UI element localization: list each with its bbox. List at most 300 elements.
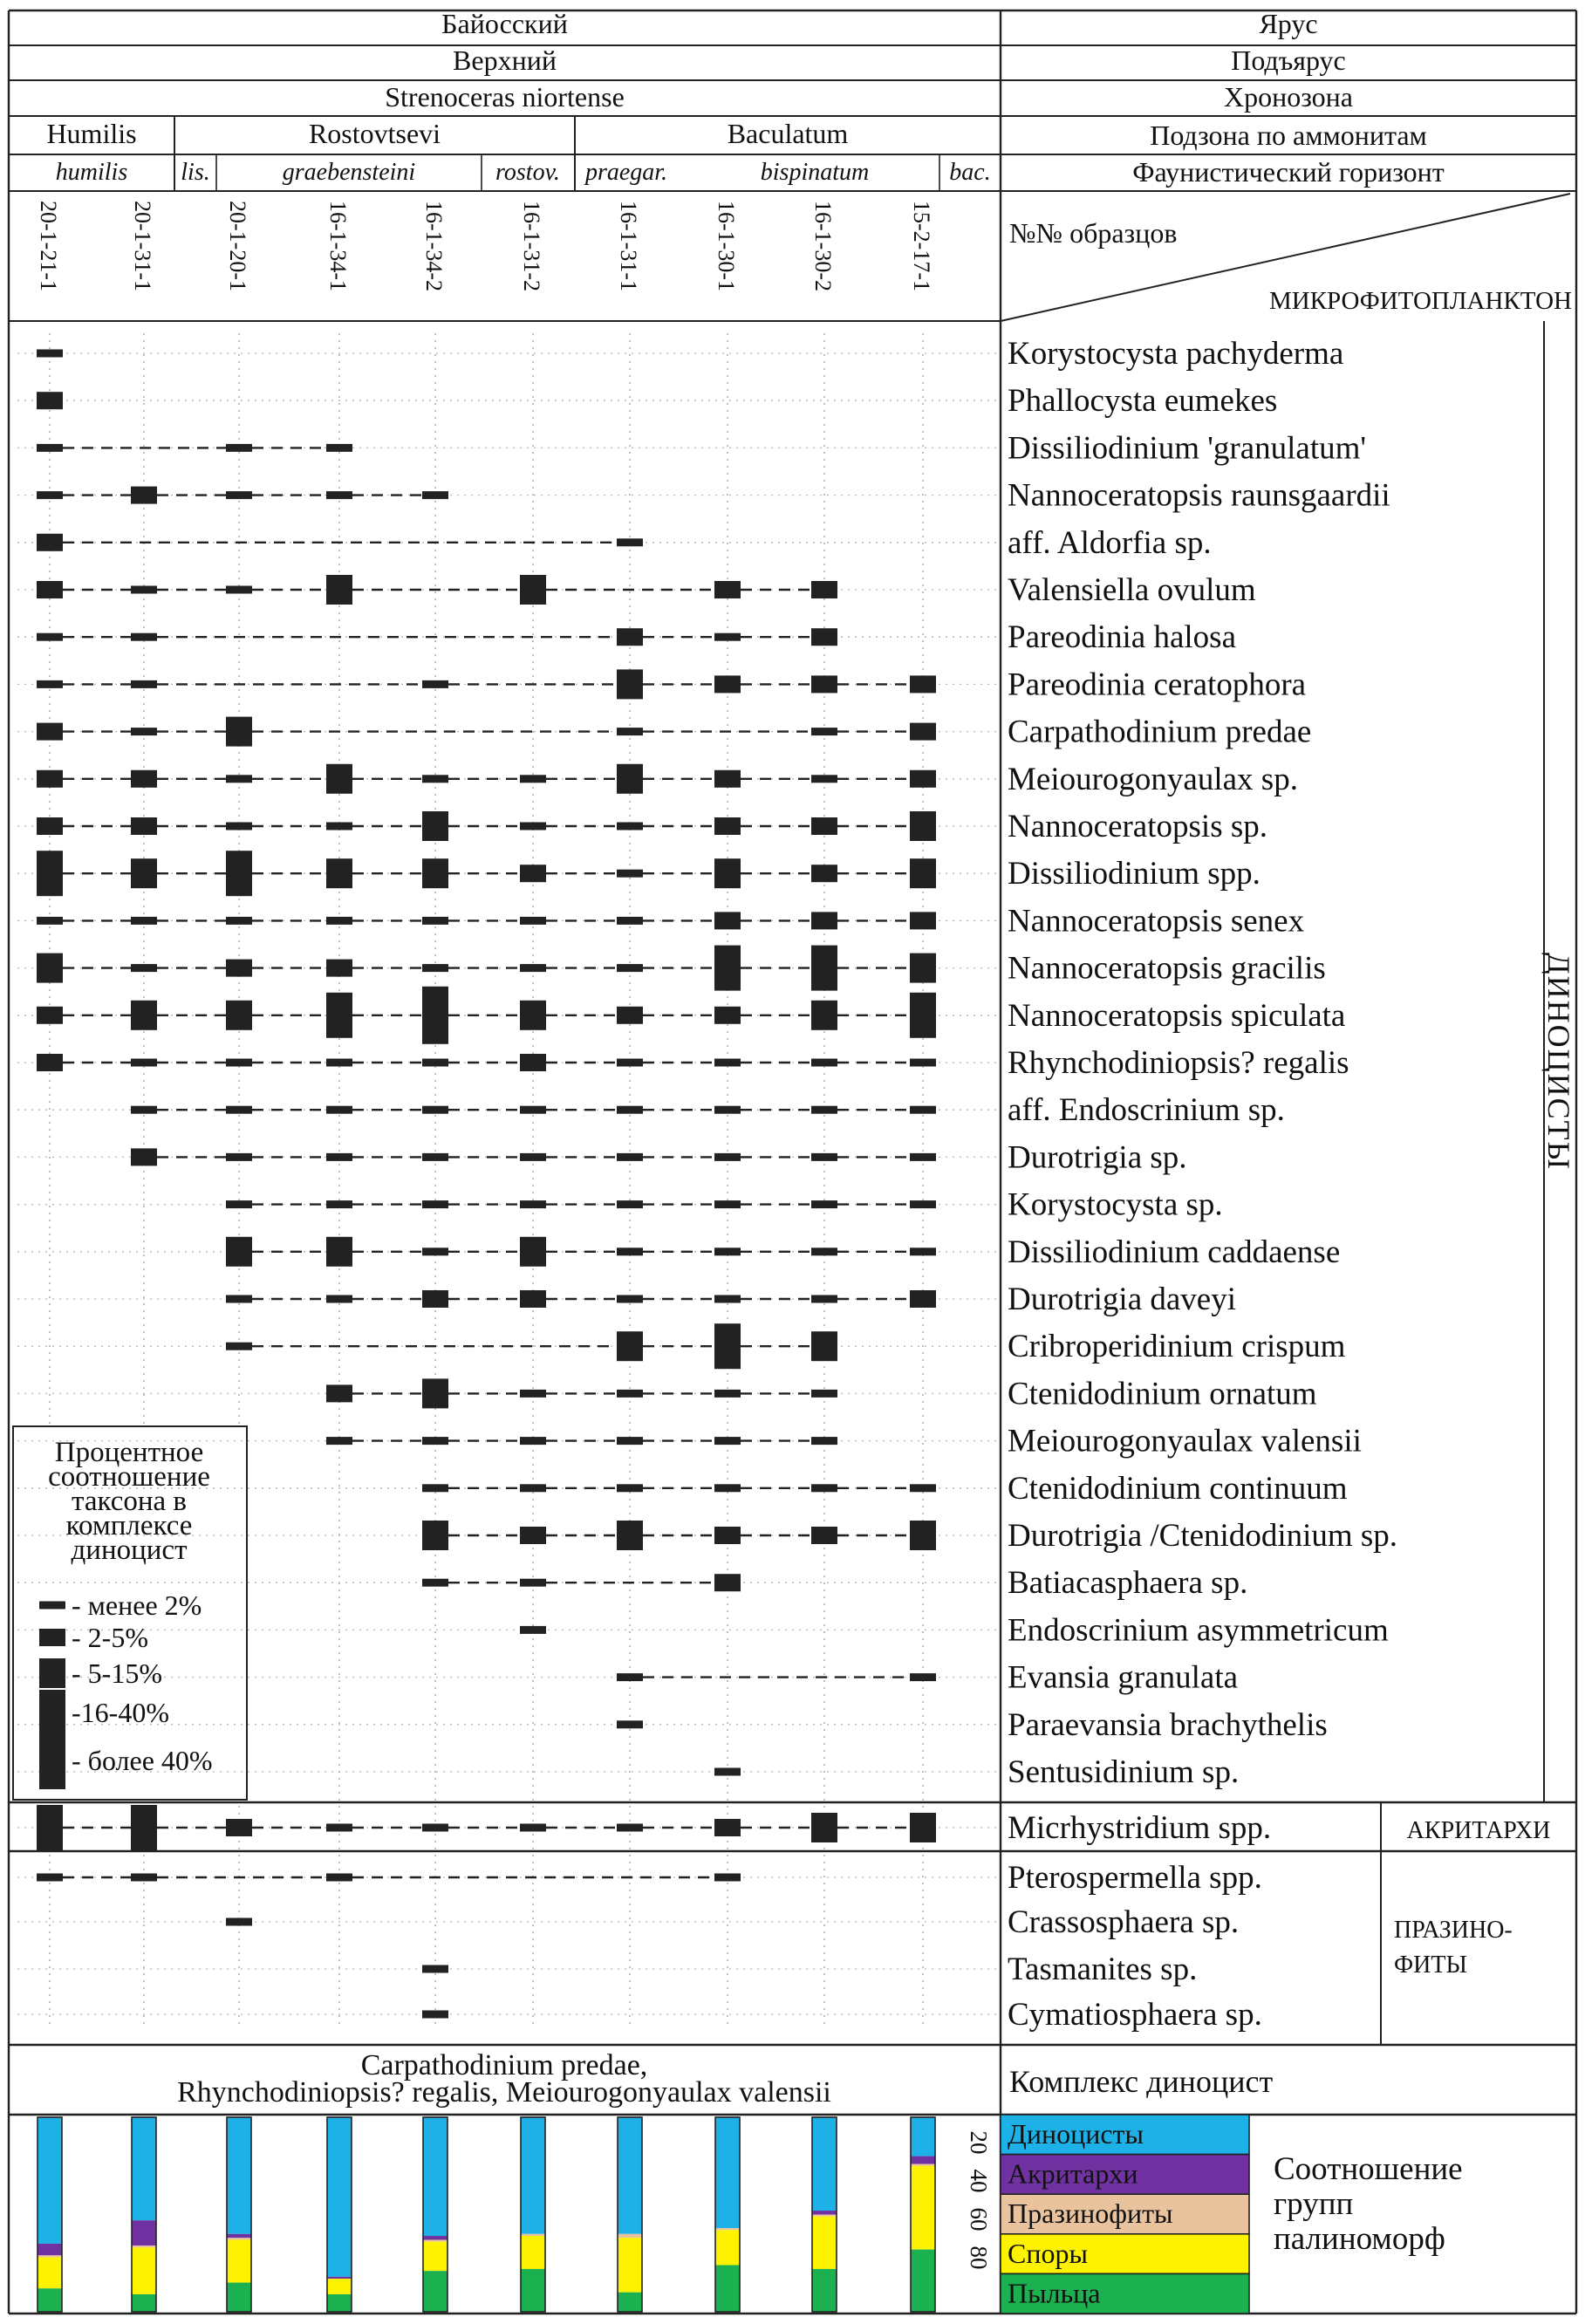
abundance-mark	[422, 917, 448, 925]
abundance-mark	[326, 823, 352, 830]
group-label-prasinophytes: ФИТЫ	[1394, 1951, 1467, 1979]
abundance-mark	[226, 717, 252, 747]
stage-label: Ярус	[1259, 8, 1318, 39]
abundance-mark	[131, 770, 157, 788]
ratio-segment	[132, 2245, 156, 2247]
abundance-mark	[811, 817, 837, 835]
abundance-mark	[131, 964, 157, 972]
abundance-mark	[226, 1059, 252, 1067]
abundance-mark	[617, 1200, 643, 1208]
abundance-mark	[131, 1001, 157, 1030]
taxon-name: Batiacasphaera sp.	[1008, 1565, 1248, 1602]
abundance-mark	[910, 1059, 936, 1067]
abundance-mark	[226, 444, 252, 452]
abundance-mark	[714, 1484, 741, 1492]
abundance-mark	[520, 823, 546, 830]
ratio-segment	[327, 2277, 352, 2279]
chronozone-label: Хронозона	[1223, 81, 1354, 113]
taxon-name: aff. Aldorfia sp.	[1008, 524, 1212, 561]
sample-label: 16-1-30-1	[714, 201, 739, 291]
legend-swatch	[39, 1602, 65, 1610]
sample-label: 20-1-21-1	[36, 201, 61, 291]
abundance-mark	[811, 775, 837, 783]
abundance-mark	[520, 775, 546, 783]
ratio-segment	[38, 2244, 62, 2255]
abundance-mark	[326, 491, 352, 499]
abundance-mark	[811, 1295, 837, 1303]
legend-label: - 2-5%	[72, 1622, 148, 1653]
taxon-name: Nannoceratopsis raunsgaardii	[1008, 477, 1390, 514]
abundance-mark	[910, 858, 936, 888]
abundance-mark	[714, 1007, 741, 1024]
abundance-mark	[131, 728, 157, 735]
ratio-segment	[227, 2234, 251, 2238]
abundance-mark	[520, 1437, 546, 1445]
group-label-acritarchs: АКРИТАРХИ	[1406, 1817, 1551, 1844]
abundance-mark	[714, 946, 741, 991]
ratio-segment	[715, 2265, 740, 2312]
abundance-mark	[226, 1295, 252, 1303]
taxon-name: Rhynchodiniopsis? regalis	[1008, 1045, 1349, 1081]
abundance-mark	[617, 823, 643, 830]
ratio-segment	[132, 2294, 156, 2312]
abundance-mark	[811, 728, 837, 735]
chronozone-value: Strenoceras niortense	[385, 81, 625, 113]
abundance-mark	[617, 1673, 643, 1681]
abundance-mark	[910, 675, 936, 693]
abundance-mark	[811, 1059, 837, 1067]
ratio-segment	[715, 2228, 740, 2230]
abundance-mark	[326, 764, 352, 794]
abundance-mark	[37, 1054, 63, 1071]
taxon-name: Nannoceratopsis senex	[1008, 903, 1305, 940]
abundance-mark	[714, 912, 741, 929]
abundance-mark	[811, 581, 837, 598]
abundance-mark	[617, 1153, 643, 1161]
abundance-mark	[520, 865, 546, 882]
complex-text: Rhynchodiniopsis? regalis, Meiourogonyaulax valensii	[177, 2076, 831, 2109]
abundance-mark	[811, 1527, 837, 1544]
ratio-segment	[521, 2236, 545, 2269]
abundance-mark	[37, 350, 63, 358]
abundance-mark	[226, 491, 252, 499]
abundance-mark	[811, 675, 837, 693]
ratio-segment	[38, 2117, 62, 2244]
abundance-mark	[226, 960, 252, 977]
abundance-mark	[422, 811, 448, 841]
abundance-mark	[714, 1247, 741, 1255]
ratio-segment	[521, 2234, 545, 2236]
ratio-segment	[423, 2242, 447, 2271]
abundance-mark	[326, 858, 352, 888]
horizon-2: graebensteini	[282, 159, 416, 186]
taxon-name: Cribroperidinium crispum	[1008, 1329, 1346, 1365]
ratio-segment	[911, 2166, 935, 2250]
abundance-mark	[131, 586, 157, 594]
abundance-mark	[326, 575, 352, 605]
ratio-segment	[911, 2164, 935, 2166]
ratio-segment	[715, 2117, 740, 2228]
abundance-mark	[226, 823, 252, 830]
abundance-mark	[520, 1200, 546, 1208]
taxon-name: Cymatiosphaera sp.	[1008, 1997, 1262, 2033]
samples-label: №№ образцов	[1009, 217, 1178, 249]
abundance-mark	[811, 865, 837, 882]
taxon-name: Pareodinia ceratophora	[1008, 666, 1307, 703]
abundance-mark	[617, 669, 643, 699]
abundance-mark	[326, 993, 352, 1038]
abundance-mark	[326, 1437, 352, 1445]
abundance-mark	[326, 1106, 352, 1114]
abundance-mark	[617, 964, 643, 972]
abundance-mark	[37, 954, 63, 983]
abundance-mark	[226, 1200, 252, 1208]
subzone-baculatum: Baculatum	[727, 118, 849, 149]
abundance-mark	[811, 1153, 837, 1161]
ratio-segment	[227, 2283, 251, 2312]
taxon-name: Ctenidodinium ornatum	[1008, 1376, 1317, 1412]
abundance-mark	[811, 1106, 837, 1114]
abundance-mark	[714, 1874, 741, 1882]
abundance-mark	[714, 1295, 741, 1303]
ratio-segment	[132, 2247, 156, 2294]
ratio-segment	[327, 2117, 352, 2277]
abundance-mark	[422, 1378, 448, 1408]
abundance-mark	[617, 1720, 643, 1728]
scale-tick: 20	[966, 2130, 992, 2155]
complex-text: Carpathodinium predae,	[360, 2049, 648, 2081]
abundance-mark	[422, 964, 448, 972]
ratio-segment	[423, 2117, 447, 2236]
abundance-mark	[910, 1247, 936, 1255]
abundance-mark	[714, 1106, 741, 1114]
horizon-3: rostov.	[495, 159, 560, 186]
horizon-5: bispinatum	[760, 159, 870, 186]
abundance-mark	[714, 1390, 741, 1398]
abundance-mark	[422, 1484, 448, 1492]
legend-title: соотношение	[48, 1461, 210, 1493]
abundance-mark	[617, 1824, 643, 1832]
abundance-mark	[37, 392, 63, 409]
taxon-name: Dissiliodinium caddaense	[1008, 1234, 1341, 1270]
sample-label: 15-2-17-1	[909, 201, 934, 291]
abundance-mark	[131, 858, 157, 888]
abundance-mark	[37, 1874, 63, 1882]
abundance-mark	[910, 770, 936, 788]
abundance-mark	[714, 1323, 741, 1369]
abundance-mark	[131, 487, 157, 504]
group-swatch-label: Празинофиты	[1008, 2198, 1173, 2230]
ratio-segment	[227, 2238, 251, 2239]
ratio-segment	[521, 2117, 545, 2234]
abundance-mark	[811, 1247, 837, 1255]
abundance-mark	[422, 680, 448, 688]
abundance-mark	[422, 1059, 448, 1067]
taxon-name: aff. Endoscrinium sp.	[1008, 1092, 1285, 1129]
abundance-mark	[37, 851, 63, 896]
legend-swatch	[39, 1658, 65, 1688]
ratio-label: палиноморф	[1274, 2221, 1445, 2257]
abundance-mark	[326, 1200, 352, 1208]
abundance-mark	[520, 917, 546, 925]
abundance-mark	[422, 1824, 448, 1832]
abundance-mark	[422, 1965, 448, 1973]
abundance-mark	[910, 1153, 936, 1161]
abundance-mark	[617, 764, 643, 794]
ratio-segment	[327, 2279, 352, 2294]
ratio-segment	[132, 2117, 156, 2220]
legend-label: - 5-15%	[72, 1658, 162, 1689]
taxon-name: Tasmanites sp.	[1008, 1951, 1198, 1987]
abundance-mark	[37, 1007, 63, 1024]
abundance-mark	[520, 1054, 546, 1071]
legend-label: - более 40%	[72, 1745, 213, 1776]
abundance-mark	[714, 1200, 741, 1208]
abundance-mark	[714, 817, 741, 835]
legend-label: - менее 2%	[72, 1589, 202, 1621]
ratio-segment	[812, 2217, 837, 2269]
ratio-segment	[911, 2117, 935, 2157]
abundance-mark	[37, 770, 63, 788]
abundance-mark	[131, 917, 157, 925]
horizon-label: Фаунистический горизонт	[1132, 156, 1445, 188]
abundance-mark	[714, 1819, 741, 1836]
taxon-name: Paraevansia brachythelis	[1008, 1706, 1328, 1743]
scale-tick: 60	[966, 2207, 992, 2232]
abundance-mark	[520, 1390, 546, 1398]
ratio-label: групп	[1274, 2186, 1354, 2222]
abundance-mark	[326, 444, 352, 452]
stage-value: Байосский	[441, 8, 568, 39]
abundance-mark	[131, 1805, 157, 1850]
abundance-mark	[326, 960, 352, 977]
abundance-mark	[37, 491, 63, 499]
abundance-mark	[131, 680, 157, 688]
abundance-mark	[37, 917, 63, 925]
sample-label: 16-1-34-1	[325, 201, 351, 291]
abundance-mark	[910, 993, 936, 1038]
ratio-segment	[618, 2117, 642, 2234]
abundance-mark	[226, 1106, 252, 1114]
taxon-name: Nannoceratopsis gracilis	[1008, 950, 1326, 987]
sample-label: 16-1-30-2	[810, 201, 836, 291]
ratio-label: Соотношение	[1274, 2151, 1463, 2187]
taxon-name: Pareodinia halosa	[1008, 619, 1236, 656]
abundance-mark	[226, 1819, 252, 1836]
abundance-mark	[226, 775, 252, 783]
abundance-mark	[520, 1106, 546, 1114]
taxon-name: Durotrigia /Ctenidodinium sp.	[1008, 1518, 1398, 1554]
abundance-mark	[37, 534, 63, 551]
abundance-mark	[714, 858, 741, 888]
sample-label: 16-1-34-2	[421, 201, 447, 291]
taxon-name: Carpathodinium predae	[1008, 714, 1312, 750]
abundance-mark	[617, 1295, 643, 1303]
taxon-name: Evansia granulata	[1008, 1659, 1239, 1696]
abundance-mark	[37, 633, 63, 641]
taxon-name: Sentusidinium sp.	[1008, 1754, 1240, 1790]
abundance-mark	[131, 817, 157, 835]
abundance-mark	[226, 1153, 252, 1161]
abundance-mark	[617, 1390, 643, 1398]
group-label-dinocysts: ДИНОЦИСТЫ	[1541, 953, 1576, 1171]
sample-label: 20-1-31-1	[130, 201, 155, 291]
abundance-mark	[326, 1153, 352, 1161]
abundance-mark	[714, 1153, 741, 1161]
group-label-prasinophytes: ПРАЗИНО-	[1394, 1917, 1513, 1944]
abundance-mark	[422, 1290, 448, 1308]
abundance-mark	[131, 1874, 157, 1882]
ratio-segment	[812, 2117, 837, 2211]
horizon-6: bac.	[949, 159, 991, 186]
ratio-segment	[521, 2269, 545, 2312]
abundance-mark	[910, 912, 936, 929]
abundance-mark	[910, 1521, 936, 1550]
taxon-name: Meiourogonyaulax sp.	[1008, 761, 1298, 797]
legend-title: таксона в	[72, 1486, 187, 1517]
abundance-mark	[910, 723, 936, 741]
group-swatch-label: Пыльца	[1008, 2277, 1101, 2309]
abundance-mark	[617, 917, 643, 925]
ratio-segment	[227, 2117, 251, 2234]
ratio-segment	[618, 2238, 642, 2292]
sample-label: 16-1-31-2	[519, 201, 544, 291]
substage-label: Подъярус	[1231, 44, 1346, 76]
abundance-mark	[520, 1626, 546, 1634]
abundance-mark	[422, 987, 448, 1044]
abundance-mark	[520, 1824, 546, 1832]
abundance-mark	[422, 1521, 448, 1550]
abundance-mark	[520, 575, 546, 605]
horizon-1: lis.	[181, 159, 210, 186]
taxon-name: Nannoceratopsis spiculata	[1008, 997, 1346, 1034]
abundance-mark	[326, 1237, 352, 1267]
abundance-mark	[131, 1148, 157, 1165]
ratio-segment	[423, 2271, 447, 2312]
abundance-mark	[226, 917, 252, 925]
abundance-mark	[520, 1527, 546, 1544]
scale-tick: 80	[966, 2245, 992, 2270]
legend-swatch	[39, 1629, 65, 1646]
abundance-mark	[422, 1106, 448, 1114]
ratio-segment	[812, 2211, 837, 2214]
taxon-name: Endoscrinium asymmetricum	[1008, 1612, 1389, 1649]
taxon-name: Pterospermella spp.	[1008, 1860, 1262, 1896]
abundance-mark	[617, 1521, 643, 1550]
abundance-mark	[520, 1153, 546, 1161]
group-swatch-label: Споры	[1008, 2237, 1088, 2269]
abundance-mark	[811, 1437, 837, 1445]
abundance-mark	[714, 581, 741, 598]
taxon-name: Dissiliodinium 'granulatum'	[1008, 430, 1367, 467]
abundance-mark	[617, 1106, 643, 1114]
abundance-mark	[617, 1007, 643, 1024]
abundance-mark	[226, 1918, 252, 1926]
ratio-segment	[715, 2230, 740, 2265]
abundance-mark	[811, 1813, 837, 1842]
abundance-mark	[326, 1295, 352, 1303]
abundance-mark	[714, 1059, 741, 1067]
abundance-mark	[326, 1824, 352, 1832]
microphyto-label: МИКРОФИТОПЛАНКТОН	[1268, 287, 1572, 315]
taxon-name: Valensiella ovulum	[1008, 572, 1256, 608]
subzone-rostovtsevi: Rostovtsevi	[308, 118, 441, 149]
abundance-mark	[326, 917, 352, 925]
abundance-mark	[714, 675, 741, 693]
scale-tick: 40	[966, 2169, 992, 2193]
ratio-segment	[812, 2269, 837, 2312]
abundance-mark	[910, 811, 936, 841]
abundance-mark	[811, 1484, 837, 1492]
taxon-name: Meiourogonyaulax valensii	[1008, 1423, 1362, 1459]
ratio-segment	[132, 2220, 156, 2245]
group-swatch-label: Акритархи	[1008, 2157, 1138, 2190]
sample-label: 16-1-31-1	[616, 201, 641, 291]
abundance-mark	[714, 770, 741, 788]
ratio-segment	[812, 2215, 837, 2217]
group-swatch-label: Диноцисты	[1008, 2118, 1144, 2150]
abundance-mark	[617, 728, 643, 735]
ratio-segment	[911, 2157, 935, 2164]
abundance-mark	[811, 628, 837, 646]
abundance-mark	[617, 1059, 643, 1067]
abundance-mark	[811, 1200, 837, 1208]
legend-label: -16-40%	[72, 1697, 169, 1728]
legend-title: Процентное	[54, 1437, 204, 1468]
subzone-humilis: Humilis	[46, 118, 137, 149]
ratio-segment	[327, 2294, 352, 2312]
abundance-mark	[326, 1059, 352, 1067]
abundance-mark	[422, 1247, 448, 1255]
abundance-mark	[37, 723, 63, 741]
taxon-name: Dissiliodinium spp.	[1008, 856, 1260, 892]
horizon-4: praegar.	[584, 159, 668, 186]
abundance-mark	[520, 1001, 546, 1030]
abundance-mark	[910, 954, 936, 983]
ratio-segment	[911, 2250, 935, 2312]
abundance-mark	[422, 1579, 448, 1587]
ratio-segment	[227, 2239, 251, 2282]
subzone-label: Подзона по аммонитам	[1150, 120, 1427, 151]
abundance-mark	[37, 817, 63, 835]
taxon-name: Phallocysta eumekes	[1008, 383, 1278, 420]
ratio-segment	[38, 2255, 62, 2257]
abundance-mark	[617, 1247, 643, 1255]
abundance-mark	[422, 1200, 448, 1208]
ratio-segment	[618, 2234, 642, 2238]
abundance-mark	[617, 628, 643, 646]
abundance-mark	[226, 1343, 252, 1350]
abundance-mark	[617, 1437, 643, 1445]
legend-title: диноцист	[71, 1535, 188, 1566]
abundance-mark	[520, 1290, 546, 1308]
abundance-mark	[714, 1574, 741, 1591]
abundance-mark	[714, 1527, 741, 1544]
abundance-mark	[811, 1390, 837, 1398]
complex-label: Комплекс диноцист	[1009, 2064, 1274, 2099]
abundance-mark	[131, 633, 157, 641]
abundance-mark	[37, 1805, 63, 1850]
abundance-mark	[910, 1290, 936, 1308]
taxon-name: Crassosphaera sp.	[1008, 1904, 1240, 1940]
abundance-mark	[37, 444, 63, 452]
abundance-mark	[617, 870, 643, 878]
ratio-segment	[618, 2293, 642, 2312]
abundance-mark	[811, 946, 837, 991]
abundance-mark	[37, 581, 63, 598]
substage-value: Верхний	[453, 44, 557, 76]
taxon-name: Micrhystridium spp.	[1008, 1810, 1272, 1846]
